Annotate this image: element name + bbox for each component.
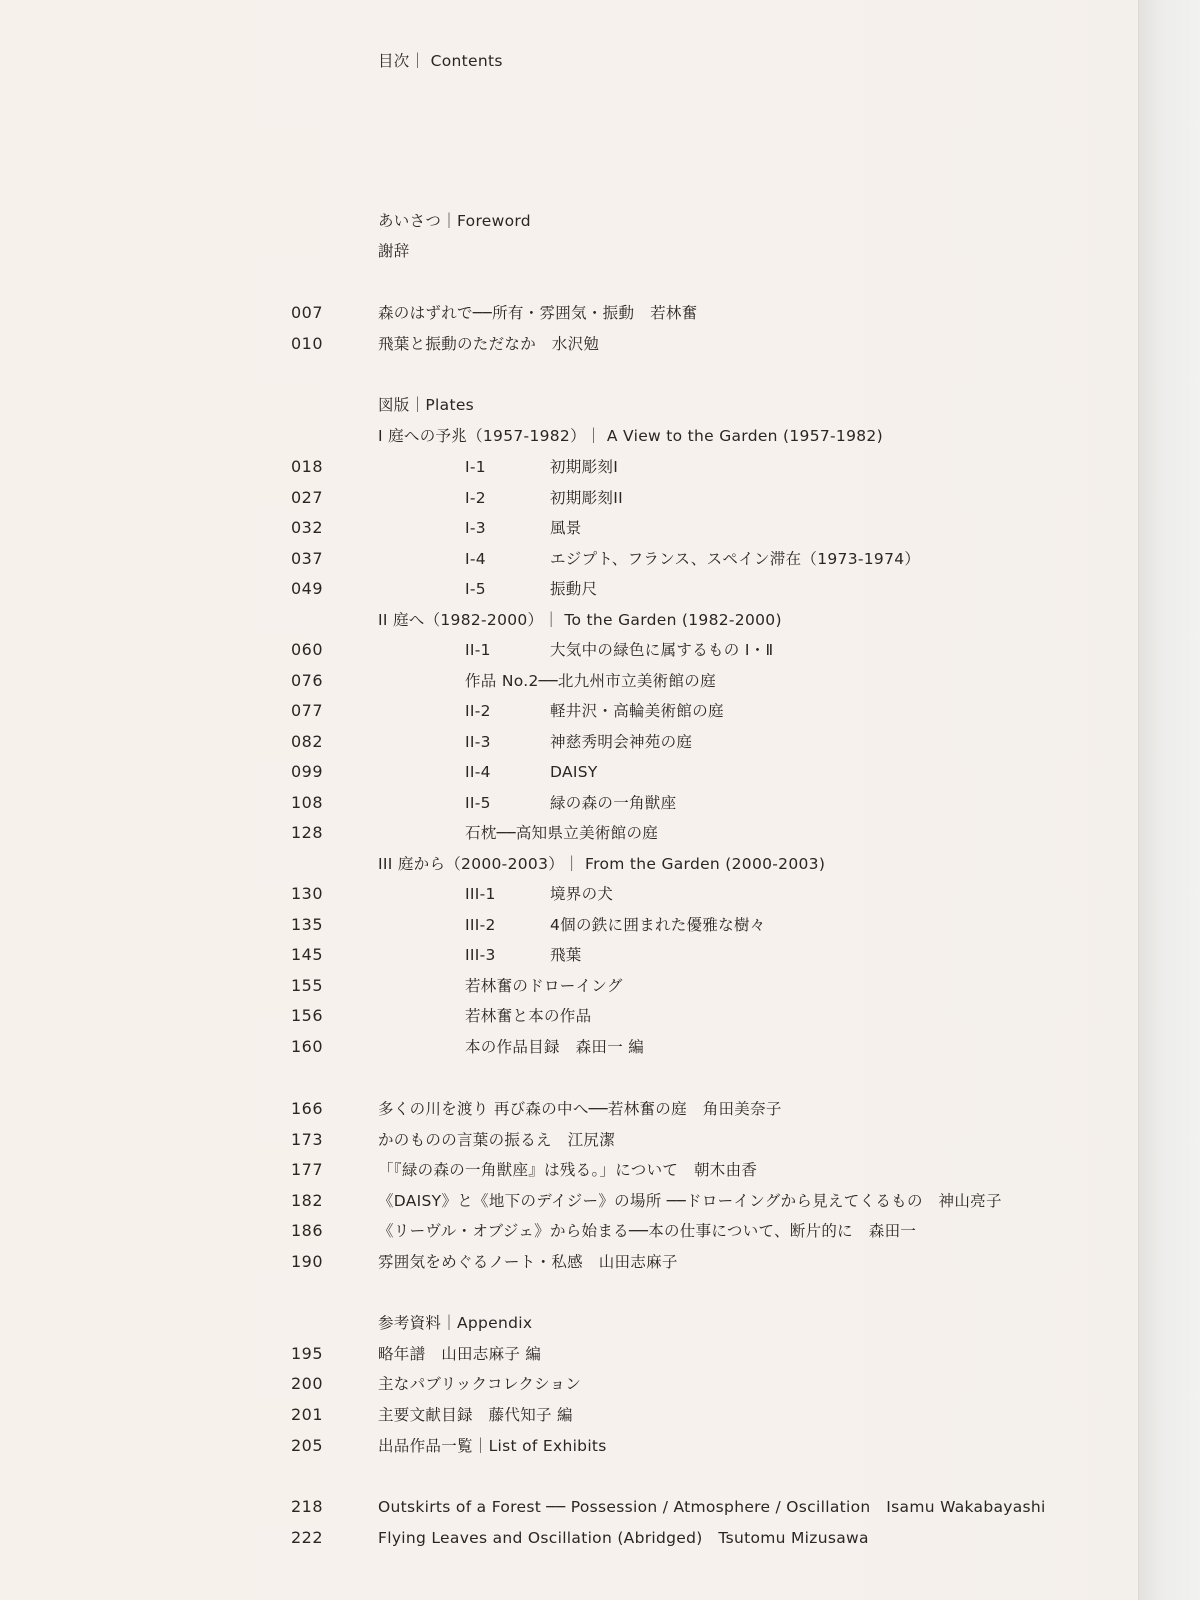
entry-title: 「『緑の森の一角獣座』は残る。」について 朝木由香 [378, 1161, 758, 1179]
entry-title: II 庭へ（1982-2000）｜ To the Garden (1982-2000) [378, 611, 782, 629]
toc-entry [0, 1096, 1100, 1122]
entry-title: 主要文献目録 藤代知子 編 [378, 1406, 573, 1424]
section-title: DAISY [550, 763, 598, 781]
toc-entry [0, 790, 1100, 816]
page-number: 099 [291, 762, 324, 781]
page-edge [1138, 0, 1200, 1600]
section-title: 飛葉 [550, 946, 582, 964]
toc-entry [0, 546, 1100, 572]
section-code: I-4 [465, 550, 486, 568]
page-number: 076 [291, 671, 324, 690]
page-number: 155 [291, 976, 324, 995]
page-number: 177 [291, 1160, 324, 1179]
toc-entry [0, 1218, 1100, 1244]
entry-title: I 庭への予兆（1957-1982）｜ A View to the Garden (1957-1982) [378, 427, 883, 445]
section-title: 境界の犬 [550, 885, 614, 903]
toc-entry [0, 454, 1100, 480]
entry-title: 出品作品一覧｜List of Exhibits [378, 1437, 607, 1455]
section-code: II-5 [465, 794, 491, 812]
section-title: 大気中の緑色に属するもの Ⅰ・Ⅱ [550, 641, 774, 659]
toc-entry [0, 668, 1100, 694]
page-number: 173 [291, 1130, 324, 1149]
toc-entry [0, 208, 1100, 234]
section-code: I-2 [465, 489, 486, 507]
entry-title: 多くの川を渡り 再び森の中へ──若林奮の庭 角田美奈子 [378, 1100, 782, 1118]
toc-entry [0, 1525, 1100, 1551]
toc-entry [0, 942, 1100, 968]
toc-entry [0, 1433, 1100, 1459]
section-code: II-1 [465, 641, 491, 659]
subsection-title: 作品 No.2──北九州市立美術館の庭 [465, 672, 716, 690]
section-code: II-3 [465, 733, 491, 751]
toc-entry [0, 1003, 1100, 1029]
toc-entry [0, 423, 1100, 449]
section-title: エジプト、フランス、スペイン滞在（1973-1974） [550, 550, 921, 568]
toc-entry [0, 698, 1100, 724]
page-number: 049 [291, 579, 324, 598]
page-number: 201 [291, 1405, 324, 1424]
toc-entry [0, 238, 1100, 264]
toc-entry [0, 300, 1100, 326]
section-title: 軽井沢・高輪美術館の庭 [550, 702, 724, 720]
toc-entry [0, 1127, 1100, 1153]
section-title: 神慈秀明会神苑の庭 [550, 733, 693, 751]
toc-entry [0, 912, 1100, 938]
section-title: 4個の鉄に囲まれた優雅な樹々 [550, 916, 766, 934]
entry-title: Outskirts of a Forest ── Possession / Atmosphere / Oscillation Isamu Wakabayashi [378, 1498, 1046, 1516]
page-number: 160 [291, 1037, 324, 1056]
toc-entry [0, 1310, 1100, 1336]
toc-entry [0, 515, 1100, 541]
section-title: 風景 [550, 519, 582, 537]
toc-entry [0, 576, 1100, 602]
page-number: 186 [291, 1221, 324, 1240]
page-number: 190 [291, 1252, 324, 1271]
contents-heading [0, 48, 1100, 74]
section-code: II-4 [465, 763, 491, 781]
toc-entry [0, 973, 1100, 999]
page-number: 182 [291, 1191, 324, 1210]
toc-entry [0, 331, 1100, 357]
toc-entry [0, 1249, 1100, 1275]
section-code: I-5 [465, 580, 486, 598]
toc-entry [0, 759, 1100, 785]
page-number: 135 [291, 915, 324, 934]
entry-title: 飛葉と振動のただなか 水沢勉 [378, 335, 600, 353]
section-code: III-3 [465, 946, 496, 964]
entry-title: あいさつ｜Foreword [378, 212, 531, 230]
toc-entry [0, 1157, 1100, 1183]
page-number: 010 [291, 334, 324, 353]
entry-title: 略年譜 山田志麻子 編 [378, 1345, 542, 1363]
toc-entry [0, 881, 1100, 907]
toc-entry [0, 1494, 1100, 1520]
section-title: 初期彫刻II [550, 489, 623, 507]
page-number: 195 [291, 1344, 324, 1363]
entry-title: 《DAISY》と《地下のデイジー》の場所 ──ドローイングから見えてくるもの 神山亮子 [378, 1192, 1002, 1210]
toc-entry [0, 637, 1100, 663]
entry-title: III 庭から（2000-2003）｜ From the Garden (2000-2003) [378, 855, 826, 873]
page-number: 060 [291, 640, 324, 659]
page-number: 108 [291, 793, 324, 812]
page-number: 222 [291, 1528, 324, 1547]
section-code: I-1 [465, 458, 486, 476]
entry-title: 謝辞 [378, 242, 410, 260]
page-number: 128 [291, 823, 324, 842]
toc-entry [0, 820, 1100, 846]
section-title: 緑の森の一角獣座 [550, 794, 677, 812]
subsection-title: 石枕──高知県立美術館の庭 [465, 824, 659, 842]
contents-title: 目次｜ Contents [378, 52, 503, 70]
page-number: 166 [291, 1099, 324, 1118]
section-code: III-2 [465, 916, 496, 934]
toc-entry [0, 485, 1100, 511]
toc-entry [0, 851, 1100, 877]
entry-title: 森のはずれで──所有・雰囲気・振動 若林奮 [378, 304, 698, 322]
page-number: 156 [291, 1006, 324, 1025]
page-number: 037 [291, 549, 324, 568]
entry-title: Flying Leaves and Oscillation (Abridged) Tsutomu Mizusawa [378, 1529, 869, 1547]
page-number: 218 [291, 1497, 324, 1516]
toc-entry [0, 392, 1100, 418]
page-number: 077 [291, 701, 324, 720]
section-code: II-2 [465, 702, 491, 720]
entry-title: 主なパブリックコレクション [378, 1375, 582, 1393]
subsection-title: 若林奮のドローイング [465, 977, 623, 995]
section-title: 初期彫刻I [550, 458, 619, 476]
section-title: 振動尺 [550, 580, 598, 598]
page-number: 130 [291, 884, 324, 903]
entry-title: かのものの言葉の振るえ 江尻潔 [378, 1131, 616, 1149]
subsection-title: 本の作品目録 森田一 編 [465, 1038, 645, 1056]
entry-title: 図版｜Plates [378, 396, 475, 414]
toc-entry [0, 1341, 1100, 1367]
page-number: 145 [291, 945, 324, 964]
page-number: 032 [291, 518, 324, 537]
subsection-title: 若林奮と本の作品 [465, 1007, 592, 1025]
page-number: 200 [291, 1374, 324, 1393]
section-code: III-1 [465, 885, 496, 903]
page-number: 007 [291, 303, 324, 322]
toc-entry [0, 1188, 1100, 1214]
page-number: 205 [291, 1436, 324, 1455]
toc-entry [0, 1371, 1100, 1397]
toc-entry [0, 1034, 1100, 1060]
page-number: 018 [291, 457, 324, 476]
toc-entry [0, 1402, 1100, 1428]
entry-title: 参考資料｜Appendix [378, 1314, 533, 1332]
section-code: I-3 [465, 519, 486, 537]
toc-entry [0, 607, 1100, 633]
entry-title: 雰囲気をめぐるノート・私感 山田志麻子 [378, 1253, 678, 1271]
page-number: 027 [291, 488, 324, 507]
entry-title: 《リーヴル・オブジェ》から始まる──本の仕事について、断片的に 森田一 [378, 1222, 917, 1240]
toc-entry [0, 729, 1100, 755]
page-number: 082 [291, 732, 324, 751]
